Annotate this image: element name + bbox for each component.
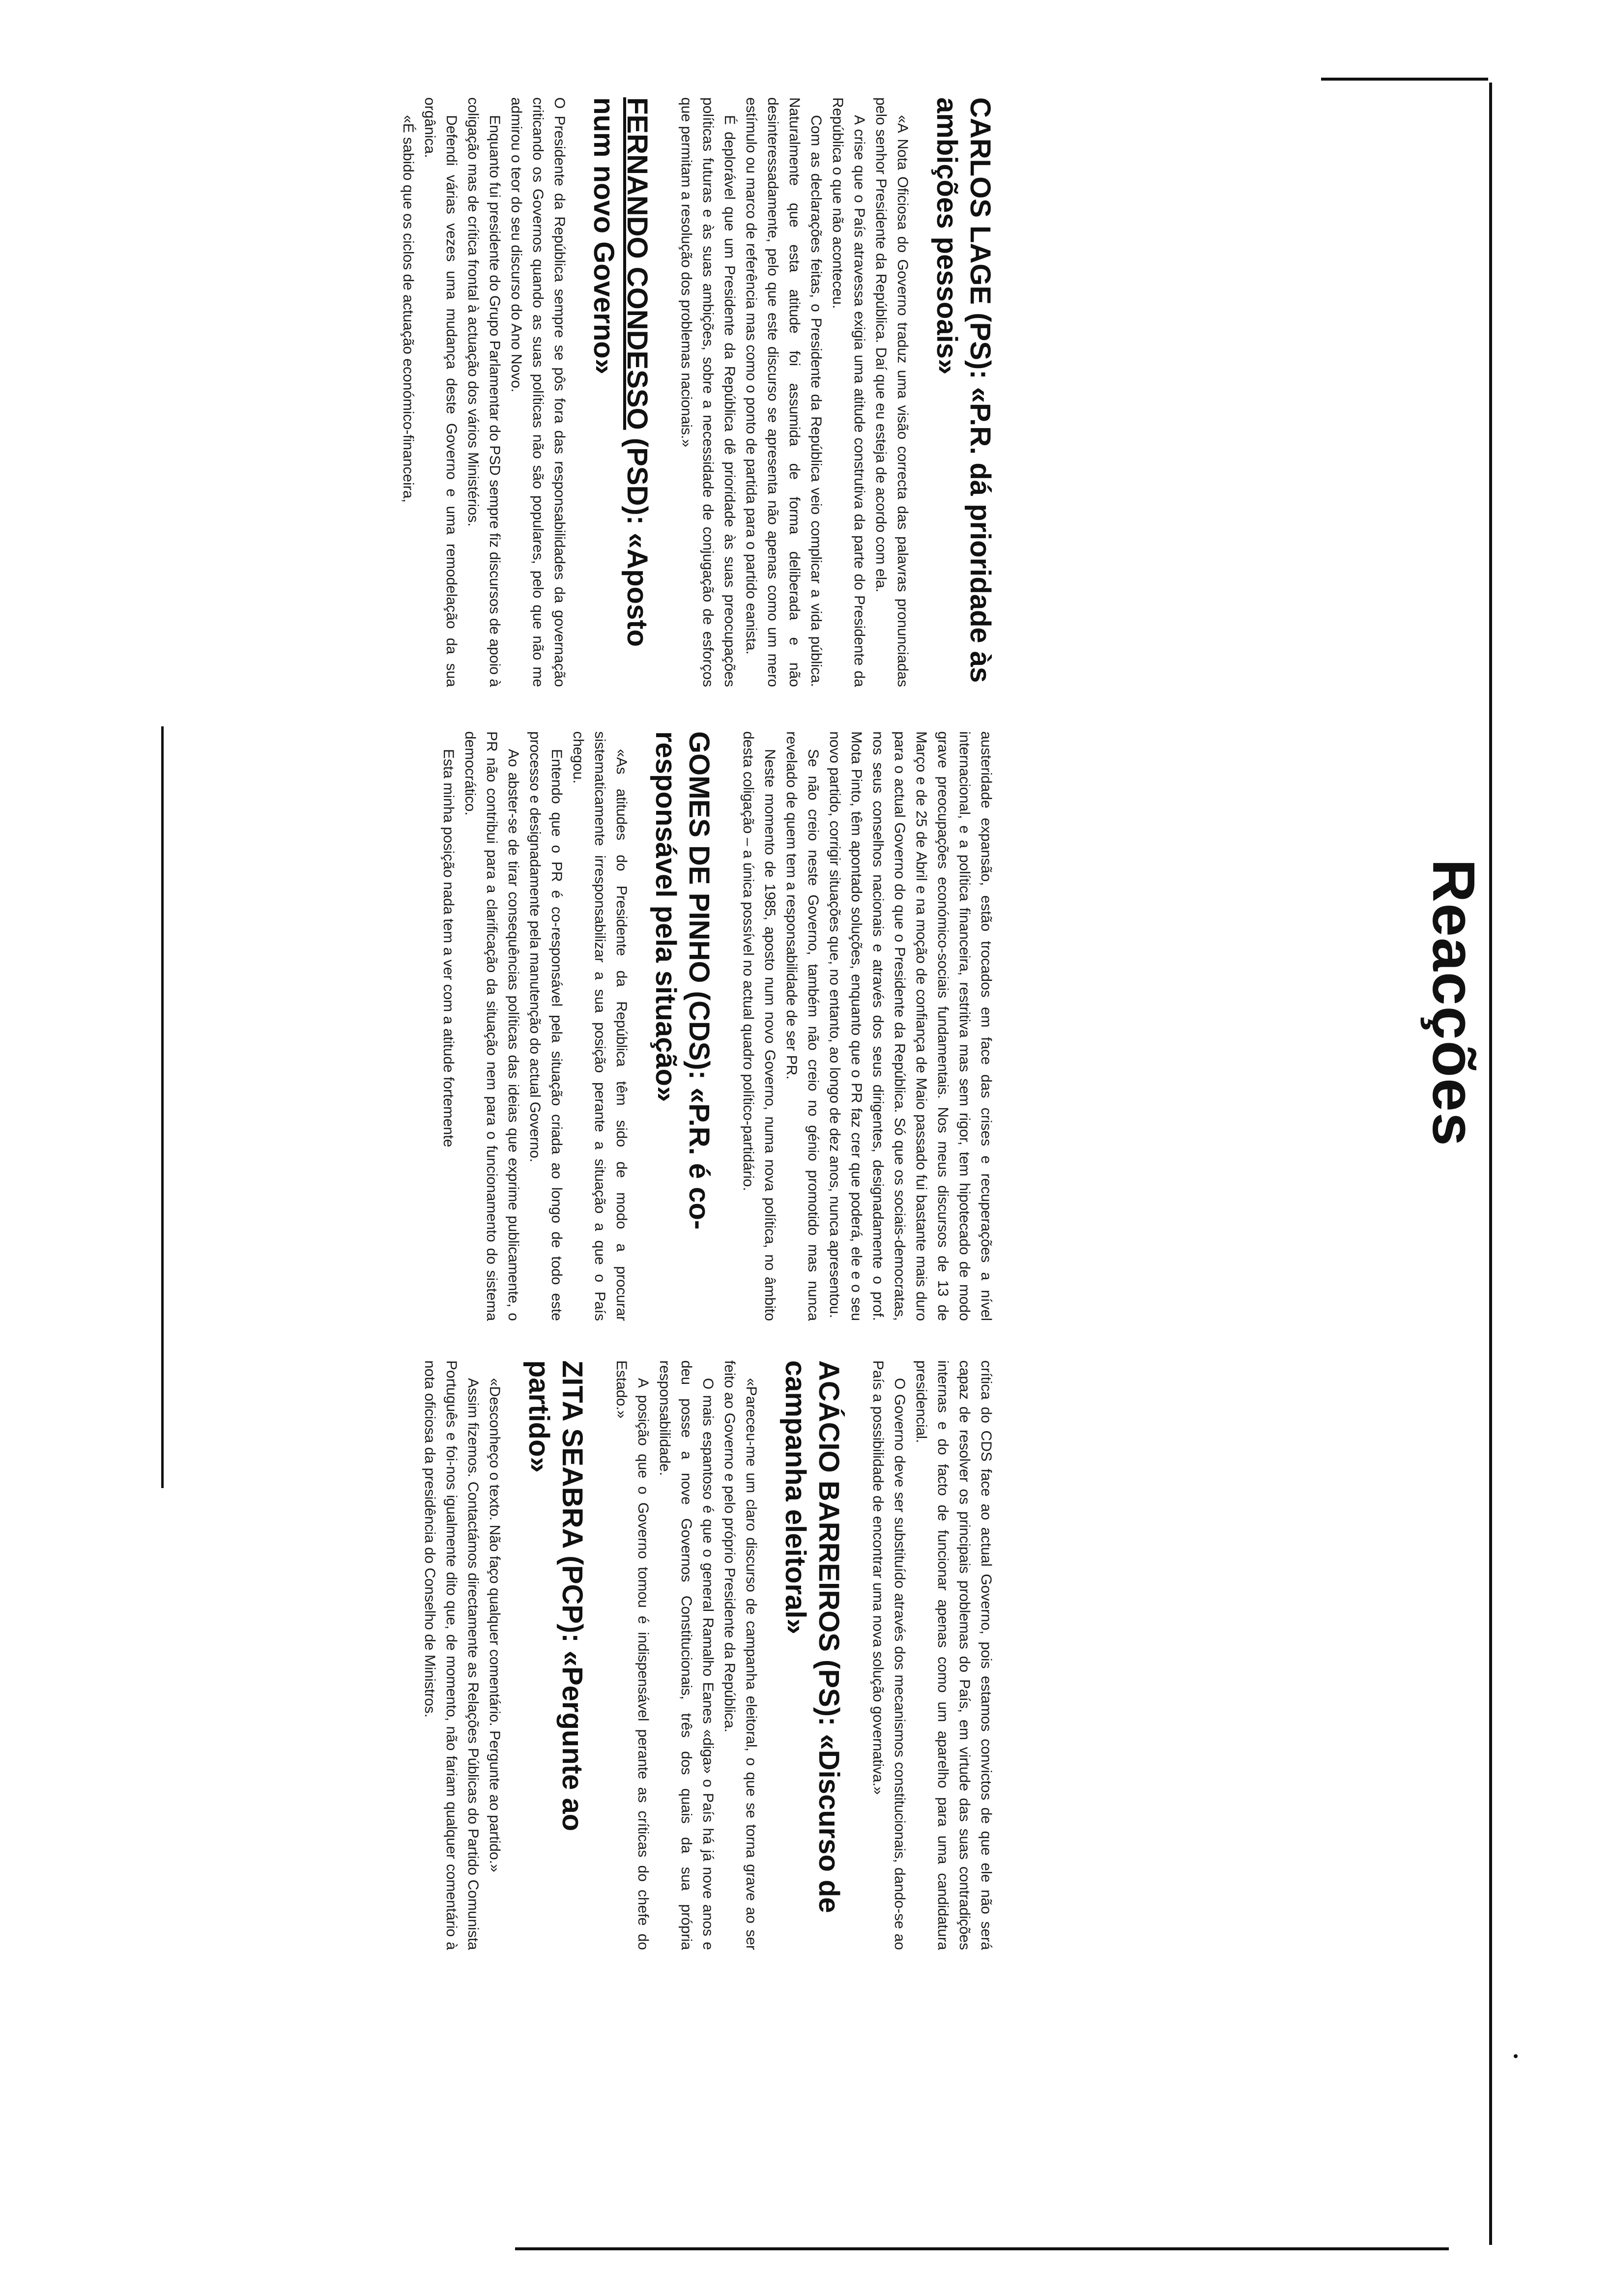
article-paragraph: Com as declarações feitas, o Presidente da República veio complicar a vida pública. Naturalmente que esta atitude foi assumida de forma deliberada e não desinteressadamente, pelo que este discurso se apresenta não apenas como um mero estímulo ou marco de referência mas como o ponto de partida para o partido eanista. — [743, 97, 824, 687]
article-paragraph: A posição que o Governo tomou é indispensável perante as críticas do chefe do Estado.» — [613, 1360, 651, 1950]
article-paragraph: «A Nota Oficiosa do Governo traduz uma visão correcta das palavras pronunciadas pelo senhor Presidente da República. Daí que eu esteja de acordo com ela. — [873, 97, 911, 687]
article-paragraph: crítica do CDS face ao actual Governo, pois estamos convictos de que ele não será capaz de resolver os principais problemas do País, em virtude das suas contradições internas e do facto de funcionar apenas como um aparelho para uma candidatura presidencial. — [913, 1360, 994, 1950]
heading-quote: «P.R. é co-responsável pela situação» — [650, 731, 715, 1230]
right-edge-rule — [515, 2247, 1449, 2250]
article-paragraph: Ao abster-se de tirar consequências políticas das ideias que exprime publicamente, o PR não contribui para a clarificação da situação nem para o funcionamento do sistema democrático. — [462, 731, 521, 1321]
article-paragraph: Se não creio neste Governo, também não creio no génio promotido mas nunca revelado de quem tem a responsabilidade de ser PR. — [783, 731, 821, 1321]
article-heading — [649, 731, 716, 1321]
newspaper-page — [151, 83, 1488, 2245]
article-paragraph: Neste momento de 1985, aposto num novo Governo, numa nova política, no âmbito desta coligação – a única possível no actual quadro político-partidário. — [740, 731, 778, 1321]
article-heading — [522, 1360, 589, 1950]
article-column-right — [186, 1360, 997, 1950]
article-heading — [930, 97, 997, 687]
top-rule — [1489, 83, 1492, 2245]
heading-quote: «Discurso de campanha eleitoral» — [779, 1360, 845, 1913]
article-paragraph: A crise que o País atravessa exigia uma atitude construtiva da parte do Presidente da República o que não aconteceu. — [830, 97, 867, 687]
article-column-middle — [186, 731, 997, 1321]
article-paragraph: É deplorável que um Presidente da República dê prioridade às suas preocupações políticas futuras e às suas ambições, sobre a necessidade de conjugação de esforços que permitam a resolução dos problemas nacionais.» — [678, 97, 738, 687]
article-paragraph: «As atitudes do Presidente da República têm sido de modo a procurar sistematicamente irresponsabilizar a sua posição perante a situação a que o País chegou. — [570, 731, 630, 1321]
article-paragraph: Entendo que o PR é co-responsável pela situação criada ao longo de todo este processo e designadamente pela manutenção do actual Governo. — [527, 731, 565, 1321]
article-heading — [587, 97, 654, 687]
article-paragraph: austeridade expansão, estão trocados em face das crises e recuperações a nível internacional, e a política financeira, restritiva mas sem rigor, tem hipotecado de modo grave preocupações económico-sociais fundamentais. Nos meus discursos de 13 de Março e de 25 de Abril e na moção de confiança de Maio passado fui bastante mais duro para o actual Governo do que o Presidente da República. Só que os sociais-democratas, nos seus conselhos nacionais e através dos seus dirigentes, designadamente o prof. Mota Pinto, têm apontado soluções, enquanto que o PR faz crer que poderá, ele e o seu novo partido, corrigir situações que, no entanto, ao longo de dez anos, nunca apresentou. — [827, 731, 994, 1321]
article-paragraph: «Desconheço o texto. Não faço qualquer comentário. Pergunte ao partido.» — [487, 1378, 503, 1872]
bottom-rule — [161, 726, 164, 1488]
heading-name: ACÁCIO BARREIROS (PS): — [813, 1360, 845, 1734]
article-paragraph: Enquanto fui presidente do Grupo Parlamentar do PSD sempre fiz discursos de apoio à coligação mas de crítica frontal à actuação dos vários Ministérios. — [465, 97, 503, 687]
article-paragraph: Defendi várias vezes uma mudança deste Governo e uma remodelação da sua orgânica. — [422, 97, 460, 687]
page-title: Reacções — [1420, 859, 1487, 1147]
heading-quote: (PSD): «Aposto num novo Governo» — [588, 97, 653, 647]
article-paragraph: O mais espantoso é que o general Ramalho Eanes «diga» o País há já nove anos e deu posse a nove Governos Constitucionais, três dos quais da sua própria responsabilidade. — [657, 1360, 716, 1950]
article-paragraph: «Pareceu-me um claro discurso de campanha eleitoral, o que se torna grave ao ser feito ao Governo e pelo próprio Presidente da República. — [721, 1360, 759, 1950]
heading-name: CARLOS LAGE (PS): — [964, 97, 996, 387]
article-paragraph: O Governo deve ser substituído através dos mecanismos constitucionais, dando-se ao País a possibilidade de encontrar uma nova solução governativa.» — [870, 1360, 908, 1950]
article-paragraph: Assim fizemos. Contactámos directamente as Relações Públicas do Partido Comunista Português e foi-nos igualmente dito que, de momento, não fariam qualquer comentário à nota oficiosa da presidência do Conselho de Ministros. — [422, 1360, 481, 1950]
heading-name: FERNANDO CONDESSO — [621, 97, 653, 430]
article-column-left — [186, 97, 997, 687]
heading-quote: «Pergunte ao partido» — [523, 1360, 588, 1832]
article-paragraph: Esta minha posição nada tem a ver com a atitude fortemente — [440, 749, 457, 1148]
left-edge-rule — [1321, 78, 1488, 81]
heading-quote: «P.R. dá prioridade às ambições pessoais» — [931, 97, 996, 683]
article-paragraph: O Presidente da República sempre se pôs fora das responsabilidades da governação criticando os Governos quando as suas políticas não são populares, pelo que não me admirou o teor do seu discurso do Ano Novo. — [508, 97, 568, 687]
article-heading — [778, 1360, 845, 1950]
scan-speck — [1514, 2054, 1518, 2058]
heading-name: GOMES DE PINHO (CDS): — [683, 731, 715, 1088]
article-paragraph: «É sabido que os ciclos de actuação económico-financeira, — [400, 115, 416, 503]
heading-name: ZITA SEABRA (PCP): — [556, 1360, 588, 1651]
